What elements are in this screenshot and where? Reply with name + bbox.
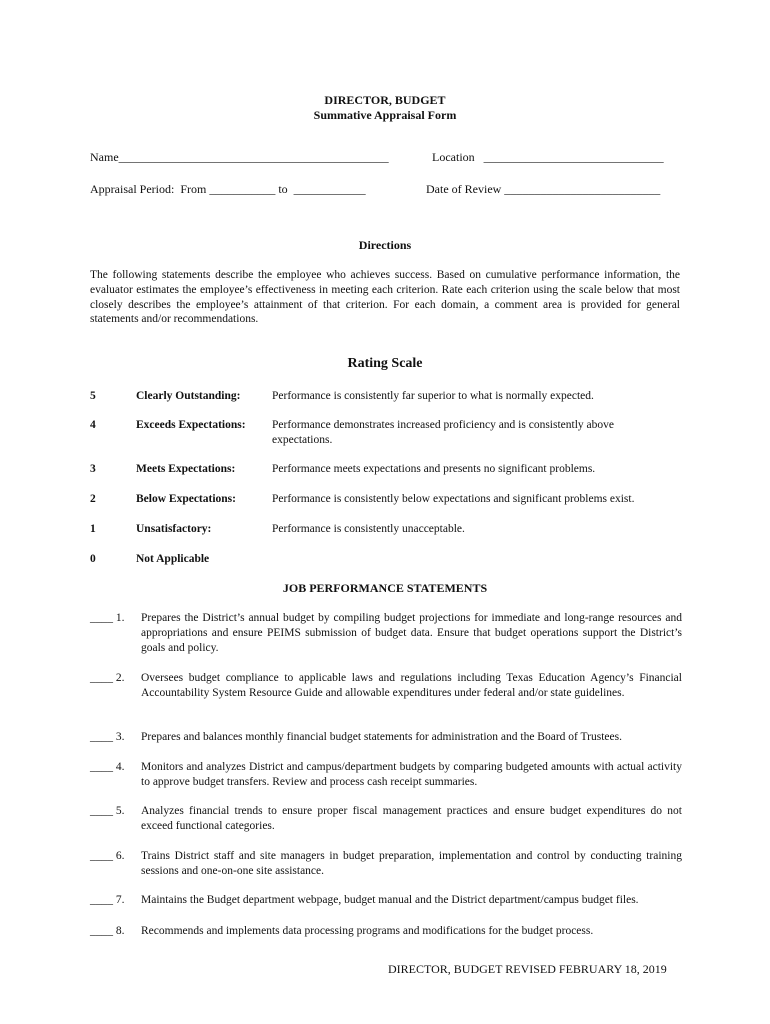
title-block	[0, 93, 770, 123]
statement-rating-blank[interactable]: ____ 2.	[90, 672, 125, 684]
statement-text: Prepares and balances monthly financial budget statements for administration and the Board of Trustees.	[141, 731, 622, 743]
statement-text: Prepares the District’s annual budget by compiling budget projections for immediate and long-range resources and appropriations and ensure PEIMS submission of budget data. Ensure that budget operations support the District’s goals and policy.	[141, 612, 682, 654]
location-field[interactable]: Location ______________________________	[432, 150, 664, 164]
rating-description: Performance demonstrates increased proficiency and is consistently above expectations.	[272, 419, 615, 446]
form-subtitle: Summative Appraisal Form	[313, 108, 457, 122]
statement-rating-blank[interactable]: ____ 1.	[90, 612, 125, 624]
statement-text: Oversees budget compliance to applicable laws and regulations including Texas Education Agency’s Financial Accountability System Resource Guide and allowable expenditures under federal and/or state guidelines.	[141, 672, 682, 699]
page-footer: DIRECTOR, BUDGET REVISED FEBRUARY 18, 2019	[388, 962, 667, 976]
statement-rating-blank[interactable]: ____ 8.	[90, 925, 125, 937]
rating-description: Performance is consistently below expectations and significant problems exist.	[272, 493, 635, 505]
appraisal-period-field[interactable]: Appraisal Period: From ___________ to ____________	[90, 182, 366, 196]
rating-description: Performance meets expectations and presents no significant problems.	[272, 463, 596, 475]
statement-rating-blank[interactable]: ____ 6.	[90, 850, 125, 862]
statement-rating-blank[interactable]: ____ 3.	[90, 731, 125, 743]
rating-description: Performance is consistently unacceptable.	[272, 523, 465, 535]
rating-number: 2	[90, 493, 96, 505]
date-of-review-field[interactable]: Date of Review __________________________	[426, 182, 661, 196]
rating-number: 0	[90, 553, 96, 565]
rating-scale-heading: Rating Scale	[347, 356, 423, 371]
statement-rating-blank[interactable]: ____ 4.	[90, 761, 125, 773]
rating-number: 3	[90, 463, 96, 475]
rating-label: Below Expectations:	[136, 493, 236, 505]
statement-text: Analyzes financial trends to ensure proper fiscal management practices and ensure budget expenditures do not exceed functional categories.	[141, 805, 682, 832]
rating-number: 1	[90, 523, 96, 535]
directions-text: The following statements describe the employee who achieves success. Based on cumulative performance information, the evaluator estimates the employee’s effectiveness in meeting each criterion. Rate each criterion using the scale below that most closely describes the employee’s attainment of that criterion. For each domain, a comment area is provided for general statements and/or recommendations.	[90, 269, 680, 326]
rating-label: Meets Expectations:	[136, 463, 236, 475]
statement-text: Recommends and implements data processing programs and modifications for the budget process.	[141, 925, 594, 937]
statement-text: Monitors and analyzes District and campus/department budgets by comparing budgeted amounts with actual activity to approve budget transfers. Review and process cash receipt summaries.	[141, 761, 682, 788]
rating-label: Exceeds Expectations:	[136, 419, 246, 431]
rating-label: Clearly Outstanding:	[136, 390, 241, 402]
rating-description: Performance is consistently far superior to what is normally expected.	[272, 390, 594, 402]
rating-label: Not Applicable	[136, 553, 210, 565]
rating-number: 4	[90, 419, 96, 431]
rating-number: 5	[90, 390, 96, 402]
statement-rating-blank[interactable]: ____ 7.	[90, 894, 125, 906]
job-performance-heading: JOB PERFORMANCE STATEMENTS	[282, 581, 488, 595]
directions-heading: Directions	[358, 238, 412, 252]
statement-rating-blank[interactable]: ____ 5.	[90, 805, 125, 817]
statement-text: Maintains the Budget department webpage, budget manual and the District department/campus budget files.	[141, 894, 639, 906]
rating-label: Unsatisfactory:	[136, 523, 212, 535]
name-field[interactable]: Name_____________________________________________	[90, 150, 389, 164]
form-title: DIRECTOR, BUDGET	[324, 93, 446, 107]
statement-text: Trains District staff and site managers in budget preparation, implementation and control by conducting training sessions and one-on-one site assistance.	[141, 850, 682, 877]
